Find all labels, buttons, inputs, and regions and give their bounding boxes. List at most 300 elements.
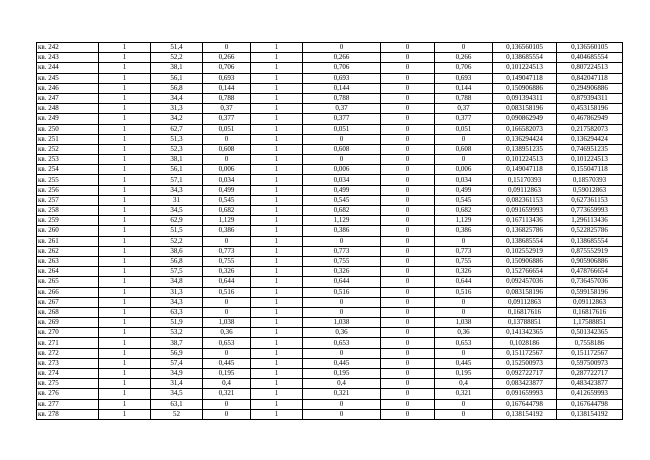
table-cell: 1 xyxy=(251,114,303,124)
table-cell: 57,5 xyxy=(151,267,203,277)
apartment-cell: кв. 264 xyxy=(37,267,99,277)
table-cell: 0 xyxy=(381,246,435,256)
table-cell: 0,545 xyxy=(203,195,251,205)
table-cell: 0,453158196 xyxy=(557,104,623,114)
table-cell: 0,136825786 xyxy=(493,226,557,236)
table-cell: 0,706 xyxy=(303,63,381,73)
table-cell: 0 xyxy=(381,236,435,246)
table-cell: 1 xyxy=(251,124,303,134)
table-cell: 0 xyxy=(381,144,435,154)
table-cell: 0,522825786 xyxy=(557,226,623,236)
table-cell: 0,102552919 xyxy=(493,246,557,256)
table-cell: 1 xyxy=(251,307,303,317)
table-cell: 0,788 xyxy=(303,93,381,103)
apartment-cell: кв. 274 xyxy=(37,369,99,379)
apartment-cell: кв. 242 xyxy=(37,43,99,53)
table-cell: 0 xyxy=(435,297,493,307)
table-cell: 0 xyxy=(303,236,381,246)
table-cell: 1,038 xyxy=(203,318,251,328)
table-cell: 1 xyxy=(251,267,303,277)
table-cell: 1 xyxy=(251,226,303,236)
table-cell: 1 xyxy=(99,318,151,328)
table-cell: 1 xyxy=(99,389,151,399)
table-cell: 0,167644798 xyxy=(493,399,557,409)
table-cell: 0,386 xyxy=(303,226,381,236)
table-cell: 0,693 xyxy=(203,73,251,83)
table-cell: 0,706 xyxy=(203,63,251,73)
table-cell: 1 xyxy=(251,277,303,287)
table-cell: 34,8 xyxy=(151,277,203,287)
table-cell: 52,3 xyxy=(151,144,203,154)
table-cell: 1 xyxy=(99,53,151,63)
table-cell: 0,4 xyxy=(203,379,251,389)
table-cell: 0 xyxy=(303,134,381,144)
table-cell: 0,034 xyxy=(203,175,251,185)
apartment-cell: кв. 268 xyxy=(37,307,99,317)
table-cell: 0,516 xyxy=(435,287,493,297)
table-cell: 56,9 xyxy=(151,348,203,358)
table-cell: 0,599158196 xyxy=(557,287,623,297)
table-cell: 0,788 xyxy=(203,93,251,103)
table-cell: 0,608 xyxy=(303,144,381,154)
apartment-cell: кв. 247 xyxy=(37,93,99,103)
apartment-cell: кв. 244 xyxy=(37,63,99,73)
table-row xyxy=(37,63,623,73)
apartment-cell: кв. 251 xyxy=(37,134,99,144)
table-cell: 56,1 xyxy=(151,73,203,83)
table-cell: 0 xyxy=(381,338,435,348)
table-cell: 0 xyxy=(381,358,435,368)
table-cell: 1 xyxy=(251,83,303,93)
apartment-cell: кв. 269 xyxy=(37,318,99,328)
table-cell: 0,09112863 xyxy=(493,297,557,307)
table-cell: 31,4 xyxy=(151,379,203,389)
apartment-cell: кв. 270 xyxy=(37,328,99,338)
table-cell: 0,501342365 xyxy=(557,328,623,338)
apartment-cell: кв. 250 xyxy=(37,124,99,134)
table-cell: 1 xyxy=(251,348,303,358)
table-cell: 0,287722717 xyxy=(557,369,623,379)
table-cell: 52 xyxy=(151,409,203,419)
table-cell: 1 xyxy=(251,318,303,328)
table-cell: 0,167644798 xyxy=(557,399,623,409)
table-cell: 0,467862949 xyxy=(557,114,623,124)
table-cell: 1 xyxy=(99,338,151,348)
table-cell: 0 xyxy=(381,409,435,419)
table-cell: 0,404685554 xyxy=(557,53,623,63)
table-row xyxy=(37,297,623,307)
table-row xyxy=(37,389,623,399)
table-cell: 1,129 xyxy=(435,216,493,226)
table-cell: 34,4 xyxy=(151,93,203,103)
table-cell: 1 xyxy=(251,256,303,266)
table-cell: 0,36 xyxy=(303,328,381,338)
table-cell: 0,138685554 xyxy=(557,236,623,246)
table-cell: 0,136560105 xyxy=(493,43,557,53)
table-cell: 0 xyxy=(381,348,435,358)
table-cell: 1 xyxy=(99,124,151,134)
apartment-cell: кв. 277 xyxy=(37,399,99,409)
table-cell: 1,296113436 xyxy=(557,216,623,226)
table-cell: 0,152766654 xyxy=(493,267,557,277)
table-row xyxy=(37,124,623,134)
table-cell: 0,144 xyxy=(435,83,493,93)
table-cell: 0,478766654 xyxy=(557,267,623,277)
table-cell: 53,2 xyxy=(151,328,203,338)
table-row xyxy=(37,206,623,216)
table-cell: 0,083158196 xyxy=(493,287,557,297)
table-cell: 0,4 xyxy=(303,379,381,389)
table-cell: 0 xyxy=(435,155,493,165)
table-cell: 0 xyxy=(381,369,435,379)
table-cell: 0 xyxy=(203,399,251,409)
table-cell: 0,37 xyxy=(303,104,381,114)
table-cell: 0,195 xyxy=(203,369,251,379)
table-cell: 0,326 xyxy=(435,267,493,277)
table-cell: 0,090862949 xyxy=(493,114,557,124)
table-cell: 0 xyxy=(381,379,435,389)
table-cell: 0 xyxy=(381,206,435,216)
table-cell: 0,092457036 xyxy=(493,277,557,287)
apartment-cell: кв. 265 xyxy=(37,277,99,287)
table-cell: 1 xyxy=(251,409,303,419)
table-row xyxy=(37,226,623,236)
table-cell: 0,321 xyxy=(303,389,381,399)
table-cell: 0 xyxy=(381,114,435,124)
table-cell: 0 xyxy=(381,73,435,83)
table-cell: 1 xyxy=(251,134,303,144)
table-cell: 0,006 xyxy=(203,165,251,175)
table-row xyxy=(37,114,623,124)
table-cell: 0,755 xyxy=(203,256,251,266)
table-cell: 0,499 xyxy=(303,185,381,195)
table-cell: 34,5 xyxy=(151,389,203,399)
table-cell: 0,597500973 xyxy=(557,358,623,368)
table-cell: 1 xyxy=(99,307,151,317)
table-cell: 0,144 xyxy=(303,83,381,93)
table-cell: 0,746951235 xyxy=(557,144,623,154)
table-cell: 0,149047118 xyxy=(493,73,557,83)
table-cell: 0,445 xyxy=(203,358,251,368)
table-cell: 0,138951235 xyxy=(493,144,557,154)
table-cell: 0,653 xyxy=(203,338,251,348)
apartment-cell: кв. 273 xyxy=(37,358,99,368)
table-cell: 1 xyxy=(99,144,151,154)
table-cell: 0 xyxy=(381,389,435,399)
apartment-cell: кв. 271 xyxy=(37,338,99,348)
table-cell: 0,101224513 xyxy=(493,155,557,165)
table-cell: 0,445 xyxy=(303,358,381,368)
table-cell: 1 xyxy=(251,175,303,185)
apartment-cell: кв. 259 xyxy=(37,216,99,226)
apartment-cell: кв. 246 xyxy=(37,83,99,93)
table-cell: 34,5 xyxy=(151,206,203,216)
table-cell: 63,1 xyxy=(151,399,203,409)
table-row xyxy=(37,256,623,266)
table-cell: 0,4 xyxy=(435,379,493,389)
table-cell: 51,4 xyxy=(151,43,203,53)
table-cell: 0,905906886 xyxy=(557,256,623,266)
table-cell: 1 xyxy=(99,206,151,216)
table-row xyxy=(37,379,623,389)
table-cell: 0,36 xyxy=(203,328,251,338)
table-cell: 31,3 xyxy=(151,104,203,114)
table-cell: 1,129 xyxy=(303,216,381,226)
table-cell: 0,09112863 xyxy=(557,297,623,307)
table-cell: 63,3 xyxy=(151,307,203,317)
table-row xyxy=(37,216,623,226)
table-row xyxy=(37,287,623,297)
table-cell: 56,8 xyxy=(151,256,203,266)
table-cell: 0,682 xyxy=(303,206,381,216)
table-cell: 0 xyxy=(203,43,251,53)
apartment-cell: кв. 257 xyxy=(37,195,99,205)
table-cell: 0,545 xyxy=(435,195,493,205)
table-cell: 1 xyxy=(99,297,151,307)
table-cell: 0,386 xyxy=(203,226,251,236)
table-cell: 0,755 xyxy=(435,256,493,266)
table-cell: 0,151172567 xyxy=(557,348,623,358)
table-cell: 0,773 xyxy=(203,246,251,256)
table-cell: 0 xyxy=(303,348,381,358)
table-cell: 0 xyxy=(381,297,435,307)
table-cell: 0,083158196 xyxy=(493,104,557,114)
table-cell: 0,13788851 xyxy=(493,318,557,328)
table-cell: 0,150906886 xyxy=(493,83,557,93)
table-cell: 0,682 xyxy=(435,206,493,216)
table-cell: 0,788 xyxy=(435,93,493,103)
table-cell: 1 xyxy=(251,53,303,63)
table-cell: 0,842047118 xyxy=(557,73,623,83)
table-cell: 0,034 xyxy=(435,175,493,185)
table-cell: 1 xyxy=(99,73,151,83)
table-cell: 0,875552919 xyxy=(557,246,623,256)
table-cell: 1 xyxy=(251,389,303,399)
table-cell: 0,755 xyxy=(303,256,381,266)
table-cell: 0,386 xyxy=(435,226,493,236)
table-cell: 0,266 xyxy=(203,53,251,63)
table-cell: 0 xyxy=(381,307,435,317)
table-cell: 1 xyxy=(99,236,151,246)
table-cell: 52,2 xyxy=(151,236,203,246)
apartment-cell: кв. 278 xyxy=(37,409,99,419)
table-cell: 0,644 xyxy=(435,277,493,287)
table-cell: 0 xyxy=(381,134,435,144)
table-cell: 0,321 xyxy=(435,389,493,399)
table-cell: 0,377 xyxy=(203,114,251,124)
table-row xyxy=(37,369,623,379)
table-cell: 0,034 xyxy=(303,175,381,185)
table-cell: 1 xyxy=(99,185,151,195)
table-cell: 0,266 xyxy=(435,53,493,63)
table-cell: 1 xyxy=(251,338,303,348)
table-cell: 0,138154192 xyxy=(493,409,557,419)
table-cell: 1 xyxy=(99,328,151,338)
table-cell: 1 xyxy=(99,246,151,256)
table-cell: 0 xyxy=(381,83,435,93)
table-cell: 0,1028186 xyxy=(493,338,557,348)
table-cell: 0 xyxy=(435,348,493,358)
table-cell: 1 xyxy=(251,358,303,368)
table-cell: 0 xyxy=(381,175,435,185)
table-cell: 0,266 xyxy=(303,53,381,63)
table-cell: 0,326 xyxy=(203,267,251,277)
table-cell: 0,138154192 xyxy=(557,409,623,419)
table-cell: 0,644 xyxy=(203,277,251,287)
table-cell: 0,653 xyxy=(303,338,381,348)
table-cell: 0,092722717 xyxy=(493,369,557,379)
table-cell: 0,644 xyxy=(303,277,381,287)
table-cell: 0 xyxy=(303,409,381,419)
table-cell: 0,006 xyxy=(435,165,493,175)
table-cell: 0,149047118 xyxy=(493,165,557,175)
table-row xyxy=(37,328,623,338)
apartment-cell: кв. 253 xyxy=(37,155,99,165)
table-cell: 38,1 xyxy=(151,63,203,73)
table-cell: 1 xyxy=(251,246,303,256)
table-cell: 1 xyxy=(99,287,151,297)
table-cell: 1 xyxy=(99,114,151,124)
table-cell: 0 xyxy=(303,43,381,53)
table-cell: 0,101224513 xyxy=(493,63,557,73)
table-cell: 0,627361153 xyxy=(557,195,623,205)
table-cell: 0,09112863 xyxy=(493,185,557,195)
table-cell: 0,516 xyxy=(303,287,381,297)
table-cell: 56,1 xyxy=(151,165,203,175)
table-cell: 1 xyxy=(251,165,303,175)
table-cell: 0 xyxy=(203,297,251,307)
table-cell: 1 xyxy=(99,256,151,266)
table-cell: 1,038 xyxy=(303,318,381,328)
table-row xyxy=(37,73,623,83)
apartment-cell: кв. 262 xyxy=(37,246,99,256)
table-cell: 0,499 xyxy=(435,185,493,195)
table-row xyxy=(37,277,623,287)
apartment-cell: кв. 254 xyxy=(37,165,99,175)
table-cell: 1 xyxy=(99,195,151,205)
table-cell: 1 xyxy=(99,155,151,165)
table-cell: 1 xyxy=(251,236,303,246)
table-cell: 1 xyxy=(99,267,151,277)
table-row xyxy=(37,53,623,63)
apartment-cell: кв. 275 xyxy=(37,379,99,389)
table-row xyxy=(37,409,623,419)
table-cell: 0,167113436 xyxy=(493,216,557,226)
table-cell: 0,326 xyxy=(303,267,381,277)
table-cell: 0,807224513 xyxy=(557,63,623,73)
table-cell: 1 xyxy=(251,144,303,154)
table-cell: 0 xyxy=(381,216,435,226)
table-cell: 0 xyxy=(435,43,493,53)
table-row xyxy=(37,358,623,368)
table-cell: 0 xyxy=(381,63,435,73)
table-cell: 0,7558186 xyxy=(557,338,623,348)
table-cell: 0,195 xyxy=(303,369,381,379)
table-cell: 0,321 xyxy=(203,389,251,399)
table-cell: 0,16817616 xyxy=(557,307,623,317)
table-cell: 0,195 xyxy=(435,369,493,379)
table-cell: 0,051 xyxy=(203,124,251,134)
table-cell: 0,445 xyxy=(435,358,493,368)
table-row xyxy=(37,399,623,409)
table-cell: 0,16817616 xyxy=(493,307,557,317)
table-cell: 0,773 xyxy=(435,246,493,256)
table-cell: 1 xyxy=(99,348,151,358)
table-cell: 0,412659993 xyxy=(557,389,623,399)
table-cell: 62,9 xyxy=(151,216,203,226)
data-table xyxy=(36,42,623,420)
table-cell: 1 xyxy=(251,369,303,379)
table-cell: 1 xyxy=(251,185,303,195)
table-cell: 0,150906886 xyxy=(493,256,557,266)
table-cell: 0,499 xyxy=(203,185,251,195)
apartment-cell: кв. 263 xyxy=(37,256,99,266)
apartment-cell: кв. 276 xyxy=(37,389,99,399)
table-cell: 0,091659993 xyxy=(493,389,557,399)
table-row xyxy=(37,348,623,358)
table-cell: 0,879394311 xyxy=(557,93,623,103)
table-cell: 0 xyxy=(203,134,251,144)
apartment-cell: кв. 249 xyxy=(37,114,99,124)
table-cell: 0 xyxy=(203,236,251,246)
table-cell: 0 xyxy=(303,307,381,317)
table-cell: 1 xyxy=(99,134,151,144)
table-cell: 0,736457036 xyxy=(557,277,623,287)
table-cell: 0,693 xyxy=(303,73,381,83)
table-cell: 0,141342365 xyxy=(493,328,557,338)
table-row xyxy=(37,318,623,328)
table-cell: 0,693 xyxy=(435,73,493,83)
apartment-cell: кв. 272 xyxy=(37,348,99,358)
table-cell: 0 xyxy=(303,399,381,409)
table-cell: 0,37 xyxy=(435,104,493,114)
table-row xyxy=(37,93,623,103)
table-cell: 0 xyxy=(203,409,251,419)
apartment-cell: кв. 252 xyxy=(37,144,99,154)
apartment-cell: кв. 260 xyxy=(37,226,99,236)
table-cell: 0 xyxy=(381,318,435,328)
table-cell: 1 xyxy=(251,287,303,297)
apartment-cell: кв. 261 xyxy=(37,236,99,246)
apartment-cell: кв. 255 xyxy=(37,175,99,185)
apartment-cell: кв. 256 xyxy=(37,185,99,195)
table-cell: 1,17588851 xyxy=(557,318,623,328)
table-cell: 0 xyxy=(203,307,251,317)
table-cell: 1 xyxy=(99,43,151,53)
table-cell: 1 xyxy=(251,155,303,165)
table-cell: 0,101224513 xyxy=(557,155,623,165)
table-cell: 0 xyxy=(381,155,435,165)
table-cell: 0 xyxy=(303,155,381,165)
table-cell: 1 xyxy=(251,206,303,216)
table-cell: 38,6 xyxy=(151,246,203,256)
table-cell: 0,773 xyxy=(303,246,381,256)
table-cell: 0 xyxy=(435,399,493,409)
table-cell: 0 xyxy=(435,307,493,317)
table-cell: 0,37 xyxy=(203,104,251,114)
table-cell: 0,138685554 xyxy=(493,53,557,63)
table-cell: 0,653 xyxy=(435,338,493,348)
table-body xyxy=(37,43,623,420)
table-cell: 0,083423877 xyxy=(493,379,557,389)
table-cell: 0,051 xyxy=(435,124,493,134)
table-cell: 34,2 xyxy=(151,114,203,124)
table-cell: 38,1 xyxy=(151,155,203,165)
table-cell: 1 xyxy=(251,63,303,73)
table-cell: 34,3 xyxy=(151,297,203,307)
table-cell: 0,377 xyxy=(435,114,493,124)
table-cell: 0 xyxy=(303,297,381,307)
